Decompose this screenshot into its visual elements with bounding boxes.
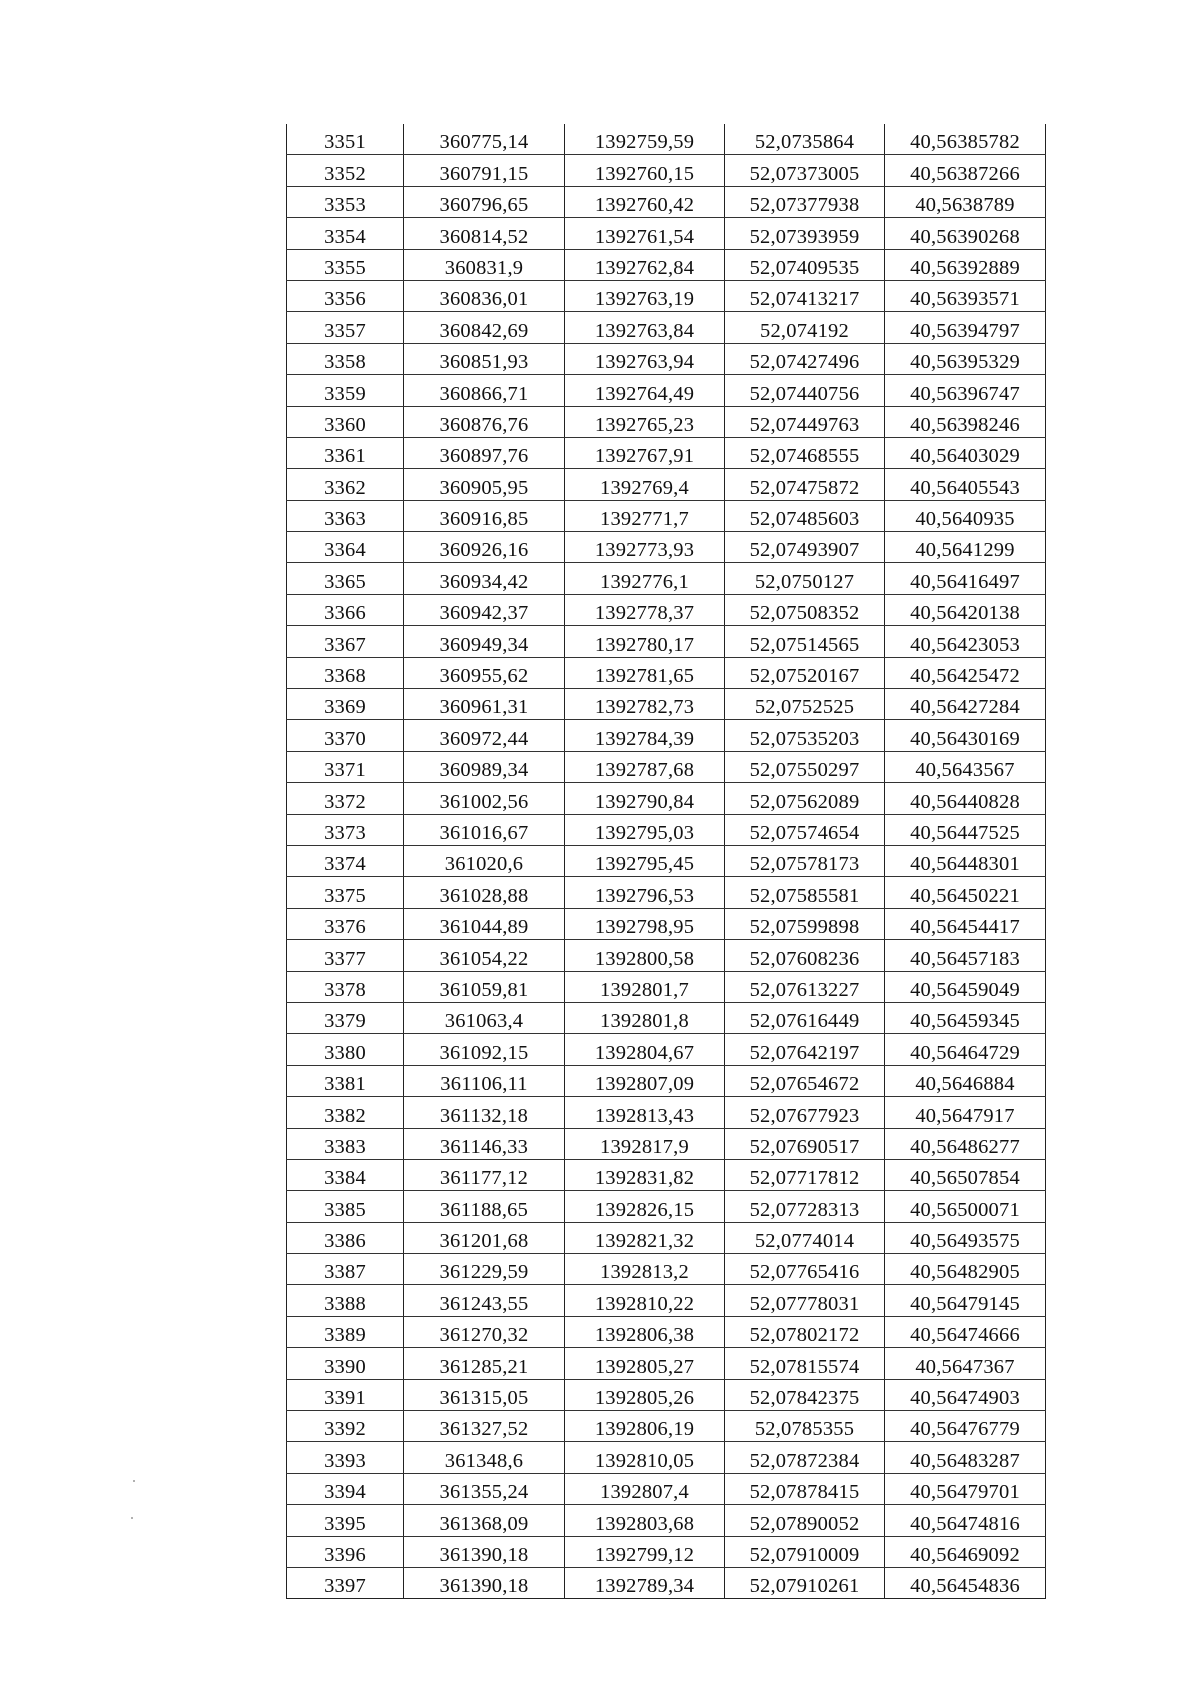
table-row xyxy=(287,720,1046,751)
latitude-cell: 52,07449763 xyxy=(725,406,885,437)
y-coordinate-cell: 1392807,4 xyxy=(565,1473,725,1504)
x-coordinate-cell: 360842,69 xyxy=(404,312,565,343)
table-row xyxy=(287,249,1046,280)
latitude-cell: 52,07440756 xyxy=(725,375,885,406)
longitude-cell: 40,56507854 xyxy=(885,1159,1046,1190)
longitude-cell: 40,56479701 xyxy=(885,1473,1046,1504)
latitude-cell: 52,07616449 xyxy=(725,1002,885,1033)
longitude-cell: 40,56390268 xyxy=(885,218,1046,249)
x-coordinate-cell: 361177,12 xyxy=(404,1159,565,1190)
longitude-cell: 40,5647367 xyxy=(885,1348,1046,1379)
y-coordinate-cell: 1392831,82 xyxy=(565,1159,725,1190)
point-number-cell: 3387 xyxy=(287,1254,404,1285)
latitude-cell: 52,0774014 xyxy=(725,1222,885,1253)
y-coordinate-cell: 1392781,65 xyxy=(565,657,725,688)
y-coordinate-cell: 1392784,39 xyxy=(565,720,725,751)
table-row xyxy=(287,1159,1046,1190)
point-number-cell: 3362 xyxy=(287,469,404,500)
point-number-cell: 3358 xyxy=(287,343,404,374)
latitude-cell: 52,0750127 xyxy=(725,563,885,594)
latitude-cell: 52,07578173 xyxy=(725,845,885,876)
longitude-cell: 40,56430169 xyxy=(885,720,1046,751)
x-coordinate-cell: 360791,15 xyxy=(404,155,565,186)
x-coordinate-cell: 360851,93 xyxy=(404,343,565,374)
longitude-cell: 40,56448301 xyxy=(885,845,1046,876)
table-row xyxy=(287,783,1046,814)
x-coordinate-cell: 361270,32 xyxy=(404,1316,565,1347)
latitude-cell: 52,07728313 xyxy=(725,1191,885,1222)
x-coordinate-cell: 360926,16 xyxy=(404,532,565,563)
point-number-cell: 3378 xyxy=(287,971,404,1002)
table-row xyxy=(287,532,1046,563)
x-coordinate-cell: 360814,52 xyxy=(404,218,565,249)
point-number-cell: 3386 xyxy=(287,1222,404,1253)
point-number-cell: 3390 xyxy=(287,1348,404,1379)
latitude-cell: 52,07550297 xyxy=(725,751,885,782)
latitude-cell: 52,07585581 xyxy=(725,877,885,908)
point-number-cell: 3391 xyxy=(287,1379,404,1410)
table-row xyxy=(287,343,1046,374)
point-number-cell: 3397 xyxy=(287,1567,404,1598)
longitude-cell: 40,5643567 xyxy=(885,751,1046,782)
x-coordinate-cell: 361016,67 xyxy=(404,814,565,845)
y-coordinate-cell: 1392790,84 xyxy=(565,783,725,814)
x-coordinate-cell: 360831,9 xyxy=(404,249,565,280)
longitude-cell: 40,56395329 xyxy=(885,343,1046,374)
y-coordinate-cell: 1392799,12 xyxy=(565,1536,725,1567)
x-coordinate-cell: 361390,18 xyxy=(404,1536,565,1567)
longitude-cell: 40,56405543 xyxy=(885,469,1046,500)
latitude-cell: 52,07842375 xyxy=(725,1379,885,1410)
latitude-cell: 52,07778031 xyxy=(725,1285,885,1316)
point-number-cell: 3363 xyxy=(287,500,404,531)
x-coordinate-cell: 361063,4 xyxy=(404,1002,565,1033)
longitude-cell: 40,56476779 xyxy=(885,1411,1046,1442)
latitude-cell: 52,07493907 xyxy=(725,532,885,563)
x-coordinate-cell: 361229,59 xyxy=(404,1254,565,1285)
table-row xyxy=(287,1379,1046,1410)
longitude-cell: 40,56479145 xyxy=(885,1285,1046,1316)
point-number-cell: 3367 xyxy=(287,626,404,657)
latitude-cell: 52,07765416 xyxy=(725,1254,885,1285)
latitude-cell: 52,07910261 xyxy=(725,1567,885,1598)
table-row xyxy=(287,594,1046,625)
table-row xyxy=(287,845,1046,876)
longitude-cell: 40,56454836 xyxy=(885,1567,1046,1598)
point-number-cell: 3380 xyxy=(287,1034,404,1065)
x-coordinate-cell: 360972,44 xyxy=(404,720,565,751)
point-number-cell: 3392 xyxy=(287,1411,404,1442)
table-row xyxy=(287,877,1046,908)
longitude-cell: 40,56416497 xyxy=(885,563,1046,594)
latitude-cell: 52,0735864 xyxy=(725,124,885,155)
latitude-cell: 52,07654672 xyxy=(725,1065,885,1096)
longitude-cell: 40,56454417 xyxy=(885,908,1046,939)
y-coordinate-cell: 1392759,59 xyxy=(565,124,725,155)
y-coordinate-cell: 1392817,9 xyxy=(565,1128,725,1159)
x-coordinate-cell: 361390,18 xyxy=(404,1567,565,1598)
x-coordinate-cell: 361092,15 xyxy=(404,1034,565,1065)
table-row xyxy=(287,375,1046,406)
x-coordinate-cell: 360775,14 xyxy=(404,124,565,155)
point-number-cell: 3370 xyxy=(287,720,404,751)
longitude-cell: 40,56423053 xyxy=(885,626,1046,657)
x-coordinate-cell: 360796,65 xyxy=(404,186,565,217)
latitude-cell: 52,07910009 xyxy=(725,1536,885,1567)
x-coordinate-cell: 361285,21 xyxy=(404,1348,565,1379)
point-number-cell: 3366 xyxy=(287,594,404,625)
x-coordinate-cell: 361188,65 xyxy=(404,1191,565,1222)
point-number-cell: 3364 xyxy=(287,532,404,563)
point-number-cell: 3382 xyxy=(287,1097,404,1128)
latitude-cell: 52,07514565 xyxy=(725,626,885,657)
longitude-cell: 40,56482905 xyxy=(885,1254,1046,1285)
latitude-cell: 52,07535203 xyxy=(725,720,885,751)
longitude-cell: 40,56493575 xyxy=(885,1222,1046,1253)
y-coordinate-cell: 1392796,53 xyxy=(565,877,725,908)
point-number-cell: 3357 xyxy=(287,312,404,343)
point-number-cell: 3389 xyxy=(287,1316,404,1347)
latitude-cell: 52,07690517 xyxy=(725,1128,885,1159)
y-coordinate-cell: 1392803,68 xyxy=(565,1505,725,1536)
longitude-cell: 40,5641299 xyxy=(885,532,1046,563)
latitude-cell: 52,07878415 xyxy=(725,1473,885,1504)
longitude-cell: 40,56457183 xyxy=(885,940,1046,971)
coordinates-table xyxy=(286,124,1046,1599)
point-number-cell: 3355 xyxy=(287,249,404,280)
y-coordinate-cell: 1392795,03 xyxy=(565,814,725,845)
x-coordinate-cell: 361054,22 xyxy=(404,940,565,971)
coordinates-table-body xyxy=(287,124,1046,1599)
y-coordinate-cell: 1392805,27 xyxy=(565,1348,725,1379)
point-number-cell: 3396 xyxy=(287,1536,404,1567)
latitude-cell: 52,07508352 xyxy=(725,594,885,625)
table-row xyxy=(287,469,1046,500)
point-number-cell: 3360 xyxy=(287,406,404,437)
point-number-cell: 3368 xyxy=(287,657,404,688)
x-coordinate-cell: 360897,76 xyxy=(404,437,565,468)
latitude-cell: 52,07468555 xyxy=(725,437,885,468)
y-coordinate-cell: 1392801,7 xyxy=(565,971,725,1002)
latitude-cell: 52,07377938 xyxy=(725,186,885,217)
point-number-cell: 3351 xyxy=(287,124,404,155)
scan-speck xyxy=(131,1517,133,1519)
x-coordinate-cell: 360942,37 xyxy=(404,594,565,625)
table-row xyxy=(287,626,1046,657)
table-row xyxy=(287,1065,1046,1096)
longitude-cell: 40,56464729 xyxy=(885,1034,1046,1065)
y-coordinate-cell: 1392806,38 xyxy=(565,1316,725,1347)
table-row xyxy=(287,1316,1046,1347)
table-row xyxy=(287,1097,1046,1128)
table-row xyxy=(287,1002,1046,1033)
table-row xyxy=(287,500,1046,531)
table-row xyxy=(287,1348,1046,1379)
latitude-cell: 52,07413217 xyxy=(725,280,885,311)
latitude-cell: 52,07562089 xyxy=(725,783,885,814)
y-coordinate-cell: 1392821,32 xyxy=(565,1222,725,1253)
point-number-cell: 3393 xyxy=(287,1442,404,1473)
x-coordinate-cell: 361059,81 xyxy=(404,971,565,1002)
longitude-cell: 40,56469092 xyxy=(885,1536,1046,1567)
y-coordinate-cell: 1392801,8 xyxy=(565,1002,725,1033)
table-row xyxy=(287,1536,1046,1567)
table-row xyxy=(287,1567,1046,1598)
table-row xyxy=(287,940,1046,971)
x-coordinate-cell: 360934,42 xyxy=(404,563,565,594)
longitude-cell: 40,56393571 xyxy=(885,280,1046,311)
table-row xyxy=(287,1411,1046,1442)
point-number-cell: 3379 xyxy=(287,1002,404,1033)
point-number-cell: 3359 xyxy=(287,375,404,406)
table-row xyxy=(287,437,1046,468)
y-coordinate-cell: 1392765,23 xyxy=(565,406,725,437)
y-coordinate-cell: 1392763,19 xyxy=(565,280,725,311)
latitude-cell: 52,07802172 xyxy=(725,1316,885,1347)
longitude-cell: 40,56440828 xyxy=(885,783,1046,814)
longitude-cell: 40,5646884 xyxy=(885,1065,1046,1096)
y-coordinate-cell: 1392767,91 xyxy=(565,437,725,468)
y-coordinate-cell: 1392780,17 xyxy=(565,626,725,657)
y-coordinate-cell: 1392804,67 xyxy=(565,1034,725,1065)
longitude-cell: 40,5647917 xyxy=(885,1097,1046,1128)
y-coordinate-cell: 1392813,43 xyxy=(565,1097,725,1128)
table-row xyxy=(287,563,1046,594)
y-coordinate-cell: 1392764,49 xyxy=(565,375,725,406)
table-row xyxy=(287,657,1046,688)
y-coordinate-cell: 1392810,22 xyxy=(565,1285,725,1316)
latitude-cell: 52,07520167 xyxy=(725,657,885,688)
point-number-cell: 3377 xyxy=(287,940,404,971)
longitude-cell: 40,56398246 xyxy=(885,406,1046,437)
table-row xyxy=(287,218,1046,249)
point-number-cell: 3376 xyxy=(287,908,404,939)
x-coordinate-cell: 361028,88 xyxy=(404,877,565,908)
table-row xyxy=(287,908,1046,939)
x-coordinate-cell: 360955,62 xyxy=(404,657,565,688)
latitude-cell: 52,074192 xyxy=(725,312,885,343)
y-coordinate-cell: 1392782,73 xyxy=(565,689,725,720)
latitude-cell: 52,07717812 xyxy=(725,1159,885,1190)
table-row xyxy=(287,312,1046,343)
longitude-cell: 40,56387266 xyxy=(885,155,1046,186)
table-row xyxy=(287,751,1046,782)
latitude-cell: 52,07393959 xyxy=(725,218,885,249)
table-row xyxy=(287,689,1046,720)
point-number-cell: 3372 xyxy=(287,783,404,814)
point-number-cell: 3353 xyxy=(287,186,404,217)
y-coordinate-cell: 1392826,15 xyxy=(565,1191,725,1222)
point-number-cell: 3356 xyxy=(287,280,404,311)
y-coordinate-cell: 1392763,94 xyxy=(565,343,725,374)
longitude-cell: 40,56474903 xyxy=(885,1379,1046,1410)
latitude-cell: 52,07373005 xyxy=(725,155,885,186)
longitude-cell: 40,56427284 xyxy=(885,689,1046,720)
x-coordinate-cell: 361327,52 xyxy=(404,1411,565,1442)
table-row xyxy=(287,1034,1046,1065)
table-row xyxy=(287,155,1046,186)
point-number-cell: 3384 xyxy=(287,1159,404,1190)
x-coordinate-cell: 361002,56 xyxy=(404,783,565,814)
y-coordinate-cell: 1392807,09 xyxy=(565,1065,725,1096)
y-coordinate-cell: 1392787,68 xyxy=(565,751,725,782)
y-coordinate-cell: 1392760,15 xyxy=(565,155,725,186)
y-coordinate-cell: 1392798,95 xyxy=(565,908,725,939)
y-coordinate-cell: 1392771,7 xyxy=(565,500,725,531)
table-row xyxy=(287,1473,1046,1504)
point-number-cell: 3361 xyxy=(287,437,404,468)
x-coordinate-cell: 360876,76 xyxy=(404,406,565,437)
point-number-cell: 3395 xyxy=(287,1505,404,1536)
latitude-cell: 52,0752525 xyxy=(725,689,885,720)
point-number-cell: 3385 xyxy=(287,1191,404,1222)
longitude-cell: 40,56450221 xyxy=(885,877,1046,908)
longitude-cell: 40,56403029 xyxy=(885,437,1046,468)
longitude-cell: 40,56394797 xyxy=(885,312,1046,343)
scan-speck xyxy=(133,1480,135,1482)
point-number-cell: 3388 xyxy=(287,1285,404,1316)
x-coordinate-cell: 361044,89 xyxy=(404,908,565,939)
longitude-cell: 40,56474816 xyxy=(885,1505,1046,1536)
longitude-cell: 40,56425472 xyxy=(885,657,1046,688)
y-coordinate-cell: 1392776,1 xyxy=(565,563,725,594)
longitude-cell: 40,56420138 xyxy=(885,594,1046,625)
latitude-cell: 52,07475872 xyxy=(725,469,885,500)
table-row xyxy=(287,814,1046,845)
y-coordinate-cell: 1392773,93 xyxy=(565,532,725,563)
latitude-cell: 52,07815574 xyxy=(725,1348,885,1379)
table-row xyxy=(287,280,1046,311)
y-coordinate-cell: 1392813,2 xyxy=(565,1254,725,1285)
point-number-cell: 3354 xyxy=(287,218,404,249)
y-coordinate-cell: 1392795,45 xyxy=(565,845,725,876)
point-number-cell: 3383 xyxy=(287,1128,404,1159)
table-row xyxy=(287,186,1046,217)
longitude-cell: 40,56483287 xyxy=(885,1442,1046,1473)
table-row xyxy=(287,1128,1046,1159)
x-coordinate-cell: 360989,34 xyxy=(404,751,565,782)
x-coordinate-cell: 361368,09 xyxy=(404,1505,565,1536)
latitude-cell: 52,07890052 xyxy=(725,1505,885,1536)
point-number-cell: 3375 xyxy=(287,877,404,908)
point-number-cell: 3369 xyxy=(287,689,404,720)
x-coordinate-cell: 361106,11 xyxy=(404,1065,565,1096)
latitude-cell: 52,07642197 xyxy=(725,1034,885,1065)
table-row xyxy=(287,1442,1046,1473)
longitude-cell: 40,56459345 xyxy=(885,1002,1046,1033)
x-coordinate-cell: 360836,01 xyxy=(404,280,565,311)
latitude-cell: 52,07409535 xyxy=(725,249,885,280)
y-coordinate-cell: 1392778,37 xyxy=(565,594,725,625)
longitude-cell: 40,56385782 xyxy=(885,124,1046,155)
table-row xyxy=(287,1505,1046,1536)
latitude-cell: 52,0785355 xyxy=(725,1411,885,1442)
x-coordinate-cell: 360916,85 xyxy=(404,500,565,531)
x-coordinate-cell: 360866,71 xyxy=(404,375,565,406)
point-number-cell: 3373 xyxy=(287,814,404,845)
x-coordinate-cell: 361348,6 xyxy=(404,1442,565,1473)
table-row xyxy=(287,1254,1046,1285)
x-coordinate-cell: 361020,6 xyxy=(404,845,565,876)
x-coordinate-cell: 361201,68 xyxy=(404,1222,565,1253)
table-row xyxy=(287,124,1046,155)
longitude-cell: 40,56392889 xyxy=(885,249,1046,280)
y-coordinate-cell: 1392760,42 xyxy=(565,186,725,217)
longitude-cell: 40,5638789 xyxy=(885,186,1046,217)
y-coordinate-cell: 1392789,34 xyxy=(565,1567,725,1598)
latitude-cell: 52,07485603 xyxy=(725,500,885,531)
y-coordinate-cell: 1392800,58 xyxy=(565,940,725,971)
x-coordinate-cell: 361355,24 xyxy=(404,1473,565,1504)
y-coordinate-cell: 1392806,19 xyxy=(565,1411,725,1442)
longitude-cell: 40,5640935 xyxy=(885,500,1046,531)
table-row xyxy=(287,971,1046,1002)
x-coordinate-cell: 360961,31 xyxy=(404,689,565,720)
y-coordinate-cell: 1392762,84 xyxy=(565,249,725,280)
y-coordinate-cell: 1392769,4 xyxy=(565,469,725,500)
longitude-cell: 40,56486277 xyxy=(885,1128,1046,1159)
latitude-cell: 52,07677923 xyxy=(725,1097,885,1128)
x-coordinate-cell: 360949,34 xyxy=(404,626,565,657)
x-coordinate-cell: 361315,05 xyxy=(404,1379,565,1410)
x-coordinate-cell: 360905,95 xyxy=(404,469,565,500)
x-coordinate-cell: 361132,18 xyxy=(404,1097,565,1128)
longitude-cell: 40,56500071 xyxy=(885,1191,1046,1222)
latitude-cell: 52,07599898 xyxy=(725,908,885,939)
latitude-cell: 52,07427496 xyxy=(725,343,885,374)
point-number-cell: 3352 xyxy=(287,155,404,186)
longitude-cell: 40,56396747 xyxy=(885,375,1046,406)
point-number-cell: 3371 xyxy=(287,751,404,782)
latitude-cell: 52,07608236 xyxy=(725,940,885,971)
table-row xyxy=(287,1191,1046,1222)
latitude-cell: 52,07613227 xyxy=(725,971,885,1002)
table-row xyxy=(287,1222,1046,1253)
y-coordinate-cell: 1392763,84 xyxy=(565,312,725,343)
longitude-cell: 40,56447525 xyxy=(885,814,1046,845)
point-number-cell: 3365 xyxy=(287,563,404,594)
x-coordinate-cell: 361243,55 xyxy=(404,1285,565,1316)
latitude-cell: 52,07872384 xyxy=(725,1442,885,1473)
longitude-cell: 40,56474666 xyxy=(885,1316,1046,1347)
y-coordinate-cell: 1392805,26 xyxy=(565,1379,725,1410)
point-number-cell: 3394 xyxy=(287,1473,404,1504)
table-row xyxy=(287,1285,1046,1316)
table-row xyxy=(287,406,1046,437)
point-number-cell: 3381 xyxy=(287,1065,404,1096)
point-number-cell: 3374 xyxy=(287,845,404,876)
y-coordinate-cell: 1392810,05 xyxy=(565,1442,725,1473)
latitude-cell: 52,07574654 xyxy=(725,814,885,845)
y-coordinate-cell: 1392761,54 xyxy=(565,218,725,249)
longitude-cell: 40,56459049 xyxy=(885,971,1046,1002)
x-coordinate-cell: 361146,33 xyxy=(404,1128,565,1159)
